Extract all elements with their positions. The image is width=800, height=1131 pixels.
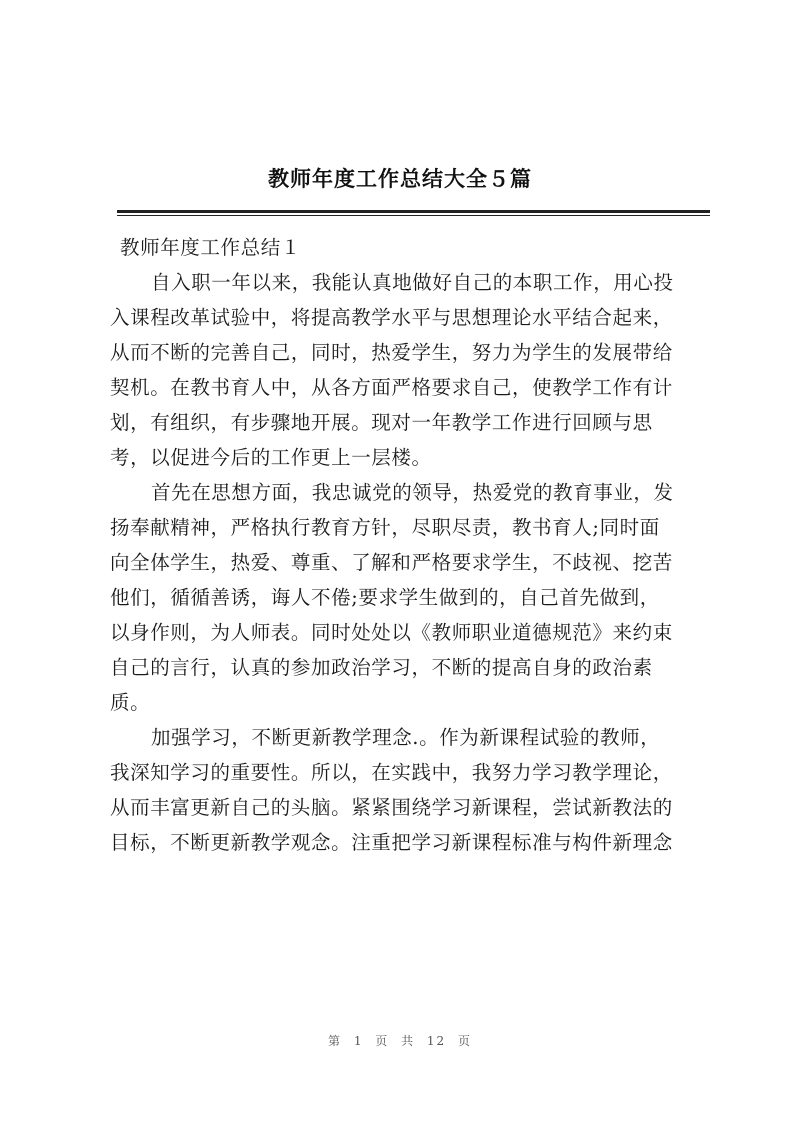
paragraph-line: 他们，循循善诱，诲人不倦;要求学生做到的，自己首先做到，: [110, 586, 660, 609]
paragraph-line: 质。: [110, 691, 151, 714]
paragraph-line: 入课程改革试验中，将提高教学水平与思想理论水平结合起来，: [110, 306, 673, 329]
paragraph-line: 从而不断的完善自己，同时，热爱学生，努力为学生的发展带给: [110, 341, 673, 364]
paragraph-line: 划，有组织，有步骤地开展。现对一年教学工作进行回顾与思: [110, 411, 653, 434]
paragraph-2: [110, 475, 712, 720]
paragraph-line: 向全体学生，热爱、尊重、了解和严格要求学生，不歧视、挖苦: [110, 551, 673, 574]
paragraph-3: [110, 720, 712, 860]
paragraph-line: 从而丰富更新自己的头脑。紧紧围绕学习新课程，尝试新教法的: [110, 796, 673, 819]
paragraph-line: 考，以促进今后的工作更上一层楼。: [110, 446, 432, 469]
paragraph-line: 首先在思想方面，我忠诚党的领导，热爱党的教育事业，发: [151, 481, 674, 504]
title-rule-thin: [117, 215, 710, 216]
paragraph-line: 扬奉献精神，严格执行教育方针，尽职尽责，教书育人;同时面: [110, 516, 660, 539]
title-rule-thick: [117, 210, 710, 213]
section-subheading: 教师年度工作总结１: [120, 236, 301, 259]
paragraph-line: 目标，不断更新教学观念。注重把学习新课程标准与构件新理念: [110, 831, 673, 854]
paragraph-line: 自己的言行，认真的参加政治学习，不断的提高自身的政治素: [110, 656, 653, 679]
paragraph-line: 自入职一年以来，我能认真地做好自己的本职工作，用心投: [151, 271, 674, 294]
paragraph-1: [110, 265, 712, 475]
page-footer: 第 1 页 共 12 页: [328, 1034, 472, 1048]
paragraph-line: 以身作则，为人师表。同时处处以《教师职业道德规范》来约束: [110, 621, 673, 644]
paragraph-line: 契机。在教书育人中，从各方面严格要求自己，使教学工作有计: [110, 376, 673, 399]
paragraph-line: 我深知学习的重要性。所以，在实践中，我努力学习教学理论，: [110, 761, 673, 784]
document-title: 教师年度工作总结大全５篇: [268, 167, 532, 191]
document-body: [110, 230, 712, 860]
paragraph-line: 加强学习，不断更新教学理念.。作为新课程试验的教师，: [151, 726, 661, 749]
